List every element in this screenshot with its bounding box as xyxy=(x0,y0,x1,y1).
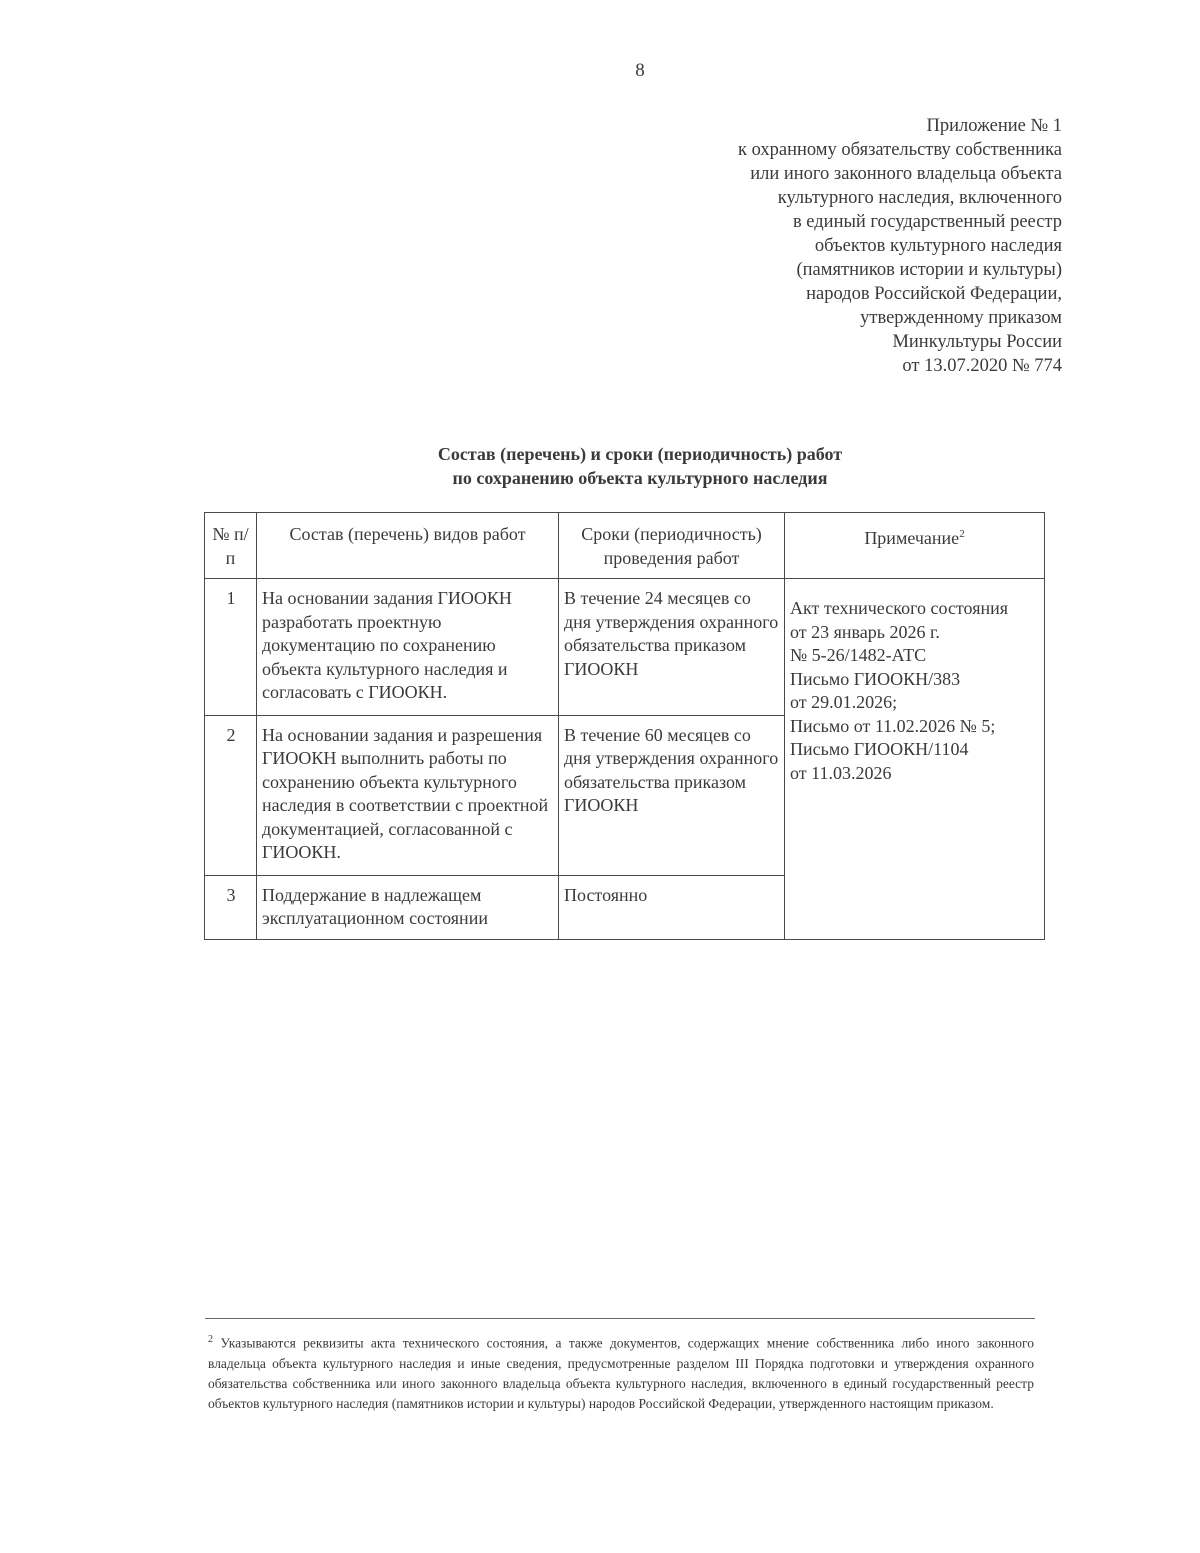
row-note xyxy=(785,579,1045,940)
title-line-2: по сохранению объекта культурного наследия xyxy=(452,468,828,488)
note-line: № 5-26/1482-АТС xyxy=(790,645,927,665)
note-line: Акт технического состояния xyxy=(790,598,1009,618)
row-number: 2 xyxy=(205,715,257,875)
header-term: Сроки (периодичность) проведения работ xyxy=(559,513,785,579)
works-table xyxy=(204,512,1045,940)
title-line-1: Состав (перечень) и сроки (периодичность) работ xyxy=(437,444,843,464)
row-number: 1 xyxy=(205,579,257,716)
document-title xyxy=(0,442,1200,490)
table-header-row xyxy=(205,513,1045,579)
header-note xyxy=(785,513,1045,579)
footnote-separator xyxy=(205,1318,1035,1319)
row-term: Постоянно xyxy=(559,875,785,939)
header-work: Состав (перечень) видов работ xyxy=(257,513,559,579)
footnote-mark: 2 xyxy=(208,1334,213,1345)
appendix-line: к охранному обязательству собственника xyxy=(737,140,1062,160)
row-work: Поддержание в надлежащем эксплуатационном состоянии xyxy=(257,875,559,939)
appendix-line: культурного наследия, включенного xyxy=(777,188,1062,208)
row-term: В течение 60 месяцев со дня утверждения охранного обязательства приказом ГИООКН xyxy=(559,715,785,875)
note-line: Письмо от 11.02.2026 № 5; xyxy=(790,715,996,736)
table-row xyxy=(205,579,1045,716)
row-work: На основании задания и разрешения ГИООКН выполнить работы по сохранению объекта культурного наследия в соответствии с проектной документацией, согласованной с ГИООКН. xyxy=(257,715,559,875)
page-number: 8 xyxy=(635,60,645,81)
note-line: Письмо ГИООКН/383 xyxy=(790,668,961,689)
appendix-line: объектов культурного наследия xyxy=(814,236,1062,256)
appendix-line: (памятников истории и культуры) xyxy=(796,260,1062,280)
appendix-header xyxy=(602,114,1062,378)
note-line: от 11.03.2026 xyxy=(790,762,892,783)
row-number: 3 xyxy=(205,875,257,939)
footnote xyxy=(208,1330,1034,1414)
appendix-line: Приложение № 1 xyxy=(926,116,1062,136)
row-term: В течение 24 месяцев со дня утверждения охранного обязательства приказом ГИООКН xyxy=(559,579,785,716)
note-line: Письмо ГИООКН/1104 xyxy=(790,739,969,759)
appendix-line: утвержденному приказом xyxy=(860,308,1062,328)
header-num: № п/п xyxy=(205,513,257,579)
note-line: от 23 январь 2026 г. xyxy=(790,621,940,642)
appendix-line: Минкультуры России xyxy=(892,332,1062,352)
footnote-text: Указываются реквизиты акта технического состояния, а также документов, содержащих мнение собственника либо иного законного владельца объекта культурного наследия и иные сведения, предусмотренные разделом III Порядка подготовки и утверждения охранного обязательства собственника или иного законного владельца объекта культурного наследия, включенного в единый государственный реестр объектов культурного наследия (памятников истории и культуры) народов Российской Федерации, утвержденного настоящим приказом. xyxy=(208,1335,1034,1411)
header-note-label: Примечание xyxy=(864,528,960,548)
appendix-line: или иного законного владельца объекта xyxy=(750,164,1062,184)
appendix-line: народов Российской Федерации, xyxy=(806,284,1062,304)
appendix-line: в единый государственный реестр xyxy=(792,212,1062,232)
note-line: от 29.01.2026; xyxy=(790,692,898,712)
appendix-line: от 13.07.2020 № 774 xyxy=(902,356,1062,376)
row-work: На основании задания ГИООКН разработать проектную документацию по сохранению объекта культурного наследия и согласовать с ГИООКН. xyxy=(257,579,559,716)
footnote-reference: 2 xyxy=(959,528,965,540)
